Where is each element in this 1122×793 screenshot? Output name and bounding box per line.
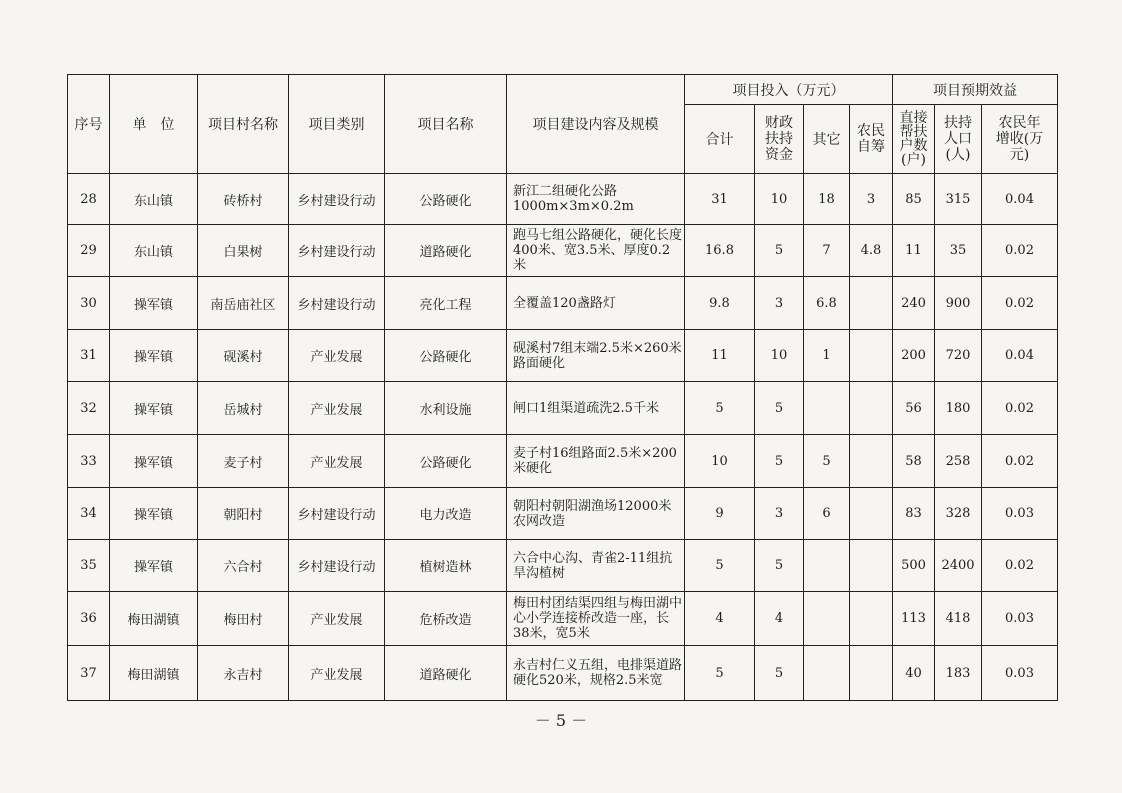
cell-farmer	[850, 382, 893, 435]
cell-content: 麦子村16组路面2.5米×200米硬化	[507, 435, 685, 488]
header-category: 项目类别	[289, 75, 385, 174]
cell-unit: 操军镇	[110, 382, 198, 435]
header-unit: 单 位	[110, 75, 198, 174]
cell-category: 乡村建设行动	[289, 225, 385, 277]
cell-unit: 操军镇	[110, 488, 198, 540]
cell-income: 0.03	[982, 646, 1058, 701]
cell-seq: 37	[68, 646, 110, 701]
cell-population: 35	[935, 225, 982, 277]
table-row	[68, 382, 1058, 435]
header-fiscal	[755, 105, 804, 174]
cell-income: 0.04	[982, 330, 1058, 382]
cell-households: 85	[893, 174, 935, 225]
cell-content: 跑马七组公路硬化，硬化长度400米、宽3.5米、厚度0.2米	[507, 225, 685, 277]
table-row	[68, 646, 1058, 701]
cell-content: 梅田村团结渠四组与梅田湖中心小学连接桥改造一座，长38米，宽5米	[507, 592, 685, 646]
cell-farmer	[850, 646, 893, 701]
cell-households: 113	[893, 592, 935, 646]
cell-unit: 操军镇	[110, 277, 198, 330]
cell-fiscal: 10	[755, 330, 804, 382]
header-income	[982, 105, 1058, 174]
header-other: 其它	[804, 105, 850, 174]
cell-households: 83	[893, 488, 935, 540]
cell-project-name: 公路硬化	[385, 435, 507, 488]
cell-other: 1	[804, 330, 850, 382]
table-row	[68, 277, 1058, 330]
table-row	[68, 592, 1058, 646]
cell-content: 六合中心沟、青雀2-11组抗旱沟植树	[507, 540, 685, 592]
cell-population: 183	[935, 646, 982, 701]
cell-seq: 33	[68, 435, 110, 488]
cell-unit: 操军镇	[110, 540, 198, 592]
cell-fiscal: 10	[755, 174, 804, 225]
cell-seq: 35	[68, 540, 110, 592]
cell-income: 0.02	[982, 225, 1058, 277]
header-content: 项目建设内容及规模	[507, 75, 685, 174]
cell-category: 乡村建设行动	[289, 540, 385, 592]
cell-total: 5	[685, 646, 755, 701]
cell-village: 六合村	[198, 540, 289, 592]
cell-population: 328	[935, 488, 982, 540]
cell-project-name: 道路硬化	[385, 225, 507, 277]
cell-fiscal: 5	[755, 646, 804, 701]
cell-fiscal: 3	[755, 277, 804, 330]
cell-income: 0.02	[982, 540, 1058, 592]
cell-households: 40	[893, 646, 935, 701]
cell-fiscal: 5	[755, 225, 804, 277]
cell-farmer	[850, 488, 893, 540]
cell-project-name: 水利设施	[385, 382, 507, 435]
cell-total: 5	[685, 540, 755, 592]
cell-content: 闸口1组渠道疏洗2.5千米	[507, 382, 685, 435]
cell-total: 9	[685, 488, 755, 540]
cell-unit: 东山镇	[110, 225, 198, 277]
cell-village: 白果树	[198, 225, 289, 277]
cell-total: 5	[685, 382, 755, 435]
table-row	[68, 330, 1058, 382]
header-seq: 序号	[68, 75, 110, 174]
cell-fiscal: 3	[755, 488, 804, 540]
cell-unit: 操军镇	[110, 435, 198, 488]
cell-unit: 操军镇	[110, 330, 198, 382]
cell-category: 乡村建设行动	[289, 488, 385, 540]
cell-other: 7	[804, 225, 850, 277]
cell-households: 240	[893, 277, 935, 330]
cell-income: 0.04	[982, 174, 1058, 225]
header-investment-group: 项目投入（万元）	[685, 75, 893, 105]
cell-village: 岳城村	[198, 382, 289, 435]
header-farmer-text: 农民自筹	[857, 123, 885, 155]
cell-farmer: 3	[850, 174, 893, 225]
cell-project-name: 危桥改造	[385, 592, 507, 646]
table-row	[68, 435, 1058, 488]
cell-farmer	[850, 435, 893, 488]
cell-village: 砖桥村	[198, 174, 289, 225]
cell-project-name: 公路硬化	[385, 330, 507, 382]
cell-total: 11	[685, 330, 755, 382]
cell-other	[804, 382, 850, 435]
cell-income: 0.02	[982, 382, 1058, 435]
header-income-text: 农民年增收(万元)	[995, 115, 1044, 163]
cell-total: 31	[685, 174, 755, 225]
cell-village: 朝阳村	[198, 488, 289, 540]
cell-category: 乡村建设行动	[289, 174, 385, 225]
cell-project-name: 亮化工程	[385, 277, 507, 330]
cell-income: 0.02	[982, 435, 1058, 488]
cell-category: 产业发展	[289, 330, 385, 382]
cell-other: 18	[804, 174, 850, 225]
cell-income: 0.03	[982, 488, 1058, 540]
cell-other: 6.8	[804, 277, 850, 330]
cell-population: 258	[935, 435, 982, 488]
cell-village: 永吉村	[198, 646, 289, 701]
header-population	[935, 105, 982, 174]
header-fiscal-text: 财政扶持资金	[765, 115, 793, 163]
cell-population: 720	[935, 330, 982, 382]
cell-village: 麦子村	[198, 435, 289, 488]
cell-other	[804, 540, 850, 592]
cell-seq: 28	[68, 174, 110, 225]
cell-category: 产业发展	[289, 592, 385, 646]
cell-village: 梅田村	[198, 592, 289, 646]
cell-seq: 36	[68, 592, 110, 646]
header-farmer	[850, 105, 893, 174]
cell-fiscal: 5	[755, 540, 804, 592]
table-row	[68, 174, 1058, 225]
cell-farmer	[850, 277, 893, 330]
cell-income: 0.03	[982, 592, 1058, 646]
cell-content: 永吉村仁义五组，电排渠道路硬化520米，规格2.5米宽	[507, 646, 685, 701]
project-table	[67, 74, 1058, 701]
cell-households: 11	[893, 225, 935, 277]
cell-households: 200	[893, 330, 935, 382]
cell-project-name: 植树造林	[385, 540, 507, 592]
cell-content: 全覆盖120盏路灯	[507, 277, 685, 330]
header-village: 项目村名称	[198, 75, 289, 174]
cell-fiscal: 5	[755, 382, 804, 435]
cell-village: 南岳庙社区	[198, 277, 289, 330]
cell-content: 新江二组硬化公路1000m×3m×0.2m	[507, 174, 685, 225]
cell-category: 乡村建设行动	[289, 277, 385, 330]
cell-total: 10	[685, 435, 755, 488]
cell-farmer	[850, 592, 893, 646]
cell-project-name: 公路硬化	[385, 174, 507, 225]
cell-households: 500	[893, 540, 935, 592]
header-total: 合计	[685, 105, 755, 174]
cell-fiscal: 4	[755, 592, 804, 646]
header-benefit-group: 项目预期效益	[893, 75, 1058, 105]
cell-other	[804, 646, 850, 701]
cell-population: 315	[935, 174, 982, 225]
cell-unit: 梅田湖镇	[110, 592, 198, 646]
cell-households: 56	[893, 382, 935, 435]
page-number: － 5 －	[534, 711, 588, 730]
cell-seq: 30	[68, 277, 110, 330]
cell-population: 2400	[935, 540, 982, 592]
cell-other: 5	[804, 435, 850, 488]
cell-total: 9.8	[685, 277, 755, 330]
table-row	[68, 488, 1058, 540]
cell-seq: 31	[68, 330, 110, 382]
cell-seq: 29	[68, 225, 110, 277]
cell-content: 砚溪村7组末端2.5米×260米路面硬化	[507, 330, 685, 382]
cell-total: 4	[685, 592, 755, 646]
cell-unit: 东山镇	[110, 174, 198, 225]
cell-other: 6	[804, 488, 850, 540]
cell-population: 180	[935, 382, 982, 435]
cell-farmer	[850, 540, 893, 592]
cell-category: 产业发展	[289, 435, 385, 488]
header-households	[893, 105, 935, 174]
table-row	[68, 225, 1058, 277]
cell-farmer: 4.8	[850, 225, 893, 277]
cell-population: 418	[935, 592, 982, 646]
header-population-text: 扶持人口(人)	[944, 115, 972, 163]
cell-other	[804, 592, 850, 646]
cell-farmer	[850, 330, 893, 382]
cell-total: 16.8	[685, 225, 755, 277]
cell-households: 58	[893, 435, 935, 488]
header-households-text: 直接帮扶户数(户)	[899, 109, 928, 168]
cell-seq: 34	[68, 488, 110, 540]
cell-seq: 32	[68, 382, 110, 435]
cell-category: 产业发展	[289, 646, 385, 701]
cell-fiscal: 5	[755, 435, 804, 488]
cell-project-name: 道路硬化	[385, 646, 507, 701]
table-row	[68, 540, 1058, 592]
cell-category: 产业发展	[289, 382, 385, 435]
cell-village: 砚溪村	[198, 330, 289, 382]
cell-population: 900	[935, 277, 982, 330]
cell-income: 0.02	[982, 277, 1058, 330]
cell-content: 朝阳村朝阳湖渔场12000米农网改造	[507, 488, 685, 540]
header-project-name: 项目名称	[385, 75, 507, 174]
cell-unit: 梅田湖镇	[110, 646, 198, 701]
cell-project-name: 电力改造	[385, 488, 507, 540]
